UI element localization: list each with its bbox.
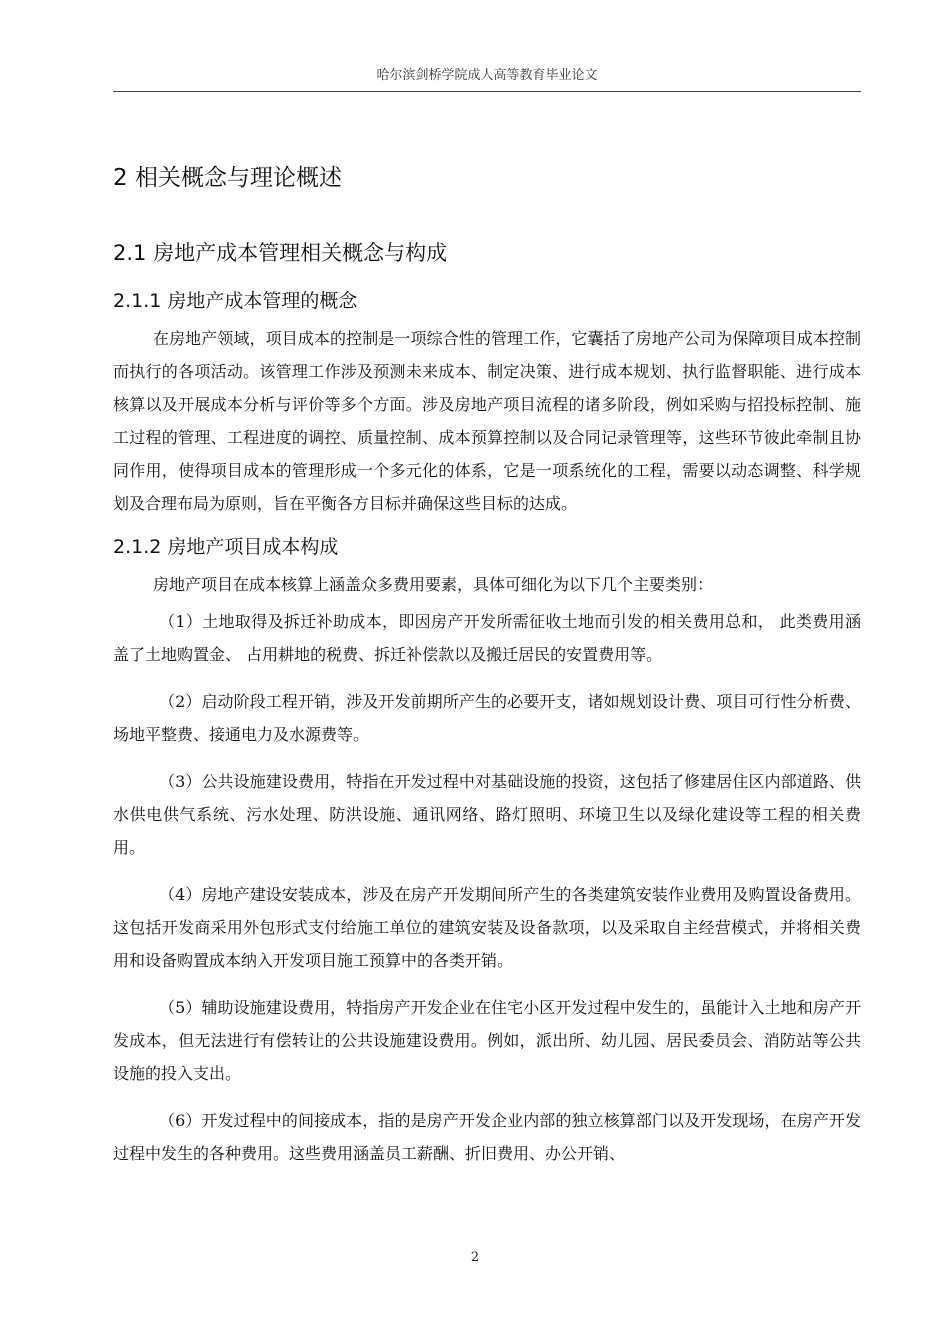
concept-paragraph: 在房地产领域，项目成本的控制是一项综合性的管理工作，它囊括了房地产公司为保障项目成本控制而执行的各项活动。该管理工作涉及预测未来成本、制定决策、进行成本规划、执行监督职能、进行成本核算以及开展成本分析与评价等多个方面。涉及房地产项目流程的诸多阶段，例如采购与招投标控制、施工过程的管理、工程进度的调控、质量控制、成本预算控制以及合同记录管理等，这些环节彼此牵制且协同作用，使得项目成本的管理形成一个多元化的体系，它是一项系统化的工程，需要以动态调整、科学规划及合理布局为原则，旨在平衡各方目标并确保这些目标的达成。 [113,329,861,513]
cost-item-3: （3）公共设施建设费用，特指在开发过程中对基础设施的投资，这包括了修建居住区内部道路、供水供电供气系统、污水处理、防洪设施、通讯网络、路灯照明、环境卫生以及绿化建设等工程的相关费用。 [113,772,861,857]
cost-item-6: （6）开发过程中的间接成本，指的是房产开发企业内部的独立核算部门以及开发现场，在房产开发过程中发生的各种费用。这些费用涵盖员工薪酬、折旧费用、办公开销、 [113,1111,861,1163]
cost-item-4: （4）房地产建设安装成本，涉及在房产开发期间所产生的各类建筑安装作业费用及购置设备费用。这包括开发商采用外包形式支付给施工单位的建筑安装及设备款项，以及采取自主经营模式，并将相关费用和设备购置成本纳入开发项目施工预算中的各类开销。 [113,885,861,970]
composition-intro: 房地产项目在成本核算上涵盖众多费用要素，具体可细化为以下几个主要类别： [153,575,714,594]
cost-item-5: （5）辅助设施建设费用，特指房产开发企业在住宅小区开发过程中发生的，虽能计入土地和房产开发成本，但无法进行有偿转让的公共设施建设费用。例如，派出所、幼儿园、居民委员会、消防站等公共设施的投入支出。 [113,998,861,1083]
cost-item-1: （1）土地取得及拆迁补助成本，即因房产开发所需征收土地而引发的相关费用总和， 此类费用涵盖了土地购置金、 占用耕地的税费、拆迁补偿款以及搬迁居民的安置费用等。 [113,612,861,664]
page-header: 哈尔滨剑桥学院成人高等教育毕业论文 [113,64,861,92]
document-body [113,158,861,1184]
cost-item-2: （2）启动阶段工程开销，涉及开发前期所产生的必要开支，诸如规划设计费、项目可行性分析费、场地平整费、接通电力及水源费等。 [113,692,861,744]
chapter-heading: 2 相关概念与理论概述 [113,165,342,191]
page-number: 2 [470,1250,480,1265]
subsection-heading-concept: 2.1.1 房地产成本管理的概念 [113,290,358,312]
section-heading: 2.1 房地产成本管理相关概念与构成 [113,241,448,265]
subsection-heading-composition: 2.1.2 房地产项目成本构成 [113,536,339,558]
